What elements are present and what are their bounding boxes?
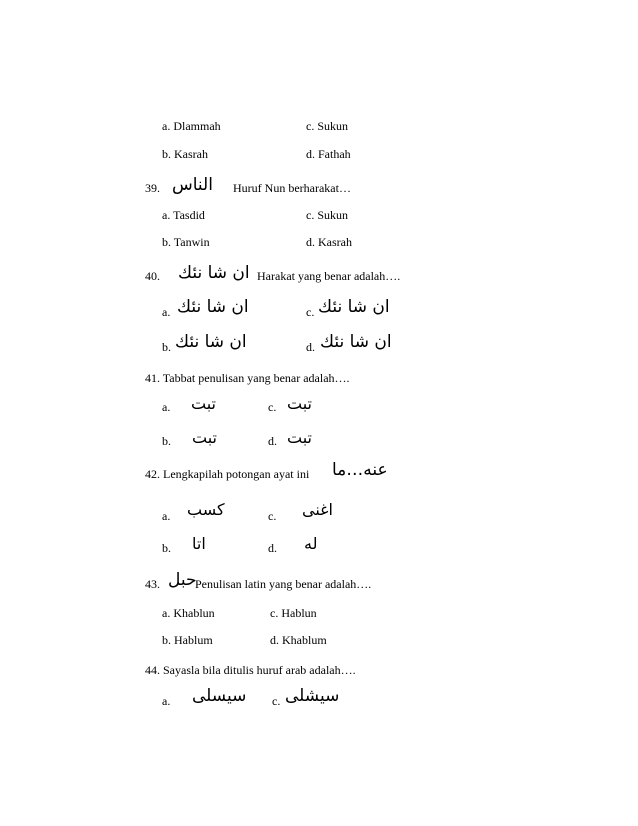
q41-question-text: 41. Tabbat penulisan yang benar adalah…. [145,371,350,385]
q41-option-a-arabic: تبت [191,394,216,413]
q38-option-a: a. Dlammah [162,119,221,133]
q44-question-text: 44. Sayasla bila ditulis huruf arab adalah…. [145,663,356,677]
q43-question-text: Penulisan latin yang benar adalah…. [195,577,372,591]
q40-option-c-arabic: ان شا نئك [318,297,390,317]
q39-option-a: a. Tasdid [162,208,205,222]
q39-option-c: c. Sukun [306,208,348,222]
q42-option-b-arabic: اتا [192,534,206,553]
q40-option-d-arabic: ان شا نئك [320,332,392,352]
q40-option-c-label: c. [306,305,315,319]
q41-option-c-arabic: تبت [287,394,312,413]
q41-option-b-arabic: تبت [192,428,217,447]
q42-option-a-arabic: كسب [187,500,225,519]
q38-option-b: b. Kasrah [162,147,208,161]
q40-option-b-arabic: ان شا نئك [175,332,247,352]
q44-option-a-label: a. [162,694,171,708]
q43-option-b: b. Hablum [162,633,213,647]
q42-option-d-arabic: له [304,534,318,553]
q38-option-d: d. Fathah [306,147,351,161]
q41-option-b-label: b. [162,434,171,448]
q44-option-a-arabic: سيسلى [192,686,247,706]
q39-number: 39. [145,181,160,195]
q42-option-c-label: c. [268,509,277,523]
q41-option-a-label: a. [162,400,171,414]
q40-option-a-label: a. [162,305,171,319]
q38-option-c: c. Sukun [306,119,348,133]
q40-arabic-phrase: ان شا نئك [178,263,250,283]
q42-option-d-label: d. [268,541,277,555]
q43-arabic-word: حبل [168,570,197,590]
q39-arabic-word: الناس [172,175,213,195]
q44-option-c-label: c. [272,694,281,708]
q40-number: 40. [145,269,160,283]
q43-option-c: c. Hablun [270,606,317,620]
q40-option-d-label: d. [306,340,315,354]
q43-number: 43. [145,577,160,591]
q42-question-text: 42. Lengkapilah potongan ayat ini [145,467,310,481]
q42-option-b-label: b. [162,541,171,555]
q40-question-text: Harakat yang benar adalah…. [257,269,401,283]
q39-option-d: d. Kasrah [306,235,352,249]
q41-option-d-arabic: تبت [287,428,312,447]
q42-arabic-verse: عنه…ما [332,460,388,480]
q41-option-d-label: d. [268,434,277,448]
q40-option-b-label: b. [162,340,171,354]
q43-option-d: d. Khablum [270,633,327,647]
q39-option-b: b. Tanwin [162,235,210,249]
q42-option-a-label: a. [162,509,171,523]
q41-option-c-label: c. [268,400,277,414]
q42-option-c-arabic: اغنى [302,500,333,519]
q39-question-text: Huruf Nun berharakat… [233,181,351,195]
q44-option-c-arabic: سيشلى [285,686,340,706]
q43-option-a: a. Khablun [162,606,215,620]
q40-option-a-arabic: ان شا نئك [177,297,249,317]
